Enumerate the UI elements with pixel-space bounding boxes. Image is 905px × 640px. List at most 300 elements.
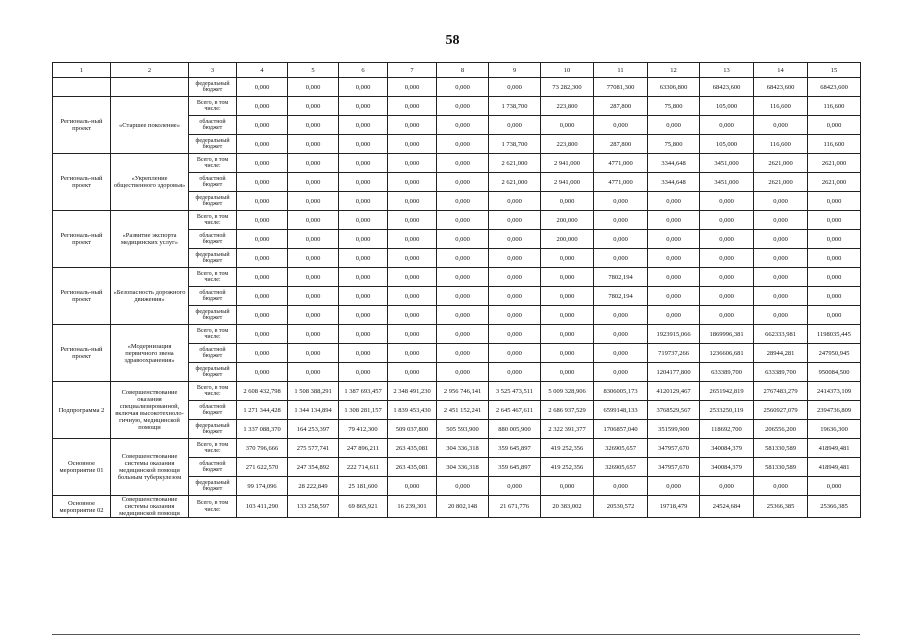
funding-source: федеральный бюджет (189, 249, 237, 268)
value-cell: 509 037,800 (388, 420, 437, 439)
column-header: 14 (754, 63, 808, 78)
table-row (53, 325, 861, 344)
value-cell: 1923915,066 (648, 325, 700, 344)
value-cell: 0,000 (388, 306, 437, 325)
funding-source: федеральный бюджет (189, 363, 237, 382)
table-row (53, 268, 861, 287)
value-cell: 0,000 (808, 306, 861, 325)
value-cell: 0,000 (541, 477, 594, 496)
value-cell: 581330,589 (754, 439, 808, 458)
value-cell: 359 645,897 (489, 439, 541, 458)
value-cell: 359 645,897 (489, 458, 541, 477)
value-cell: 0,000 (437, 135, 489, 154)
funding-source: областной бюджет (189, 230, 237, 249)
value-cell: 0,000 (808, 211, 861, 230)
value-cell: 0,000 (489, 344, 541, 363)
section-name: «Модернизация первичного звена здравоохранения» (111, 325, 189, 382)
value-cell: 0,000 (388, 363, 437, 382)
value-cell: 0,000 (541, 287, 594, 306)
value-cell: 1204177,800 (648, 363, 700, 382)
funding-source: Всего, в том числе: (189, 496, 237, 518)
value-cell: 1 738,700 (489, 97, 541, 116)
value-cell: 0,000 (388, 249, 437, 268)
value-cell: 0,000 (489, 306, 541, 325)
section-name: «Укрепление общественного здоровья» (111, 154, 189, 211)
section-label: Основное мероприятие 02 (53, 496, 111, 518)
value-cell: 0,000 (754, 306, 808, 325)
section-name: «Развитие экспорта медицинских услуг» (111, 211, 189, 268)
value-cell: 0,000 (700, 287, 754, 306)
value-cell: 0,000 (388, 173, 437, 192)
value-cell: 0,000 (489, 477, 541, 496)
value-cell: 116,600 (754, 135, 808, 154)
value-cell: 4771,000 (594, 154, 648, 173)
value-cell: 0,000 (339, 135, 388, 154)
value-cell: 0,000 (288, 97, 339, 116)
value-cell: 1 738,700 (489, 135, 541, 154)
column-header: 9 (489, 63, 541, 78)
value-cell: 2 645 467,611 (489, 401, 541, 420)
value-cell: 271 622,570 (237, 458, 288, 477)
value-cell: 116,600 (808, 135, 861, 154)
value-cell: 287,800 (594, 97, 648, 116)
value-cell: 2621,000 (808, 154, 861, 173)
value-cell: 0,000 (237, 230, 288, 249)
value-cell: 0,000 (594, 192, 648, 211)
value-cell: 0,000 (437, 325, 489, 344)
value-cell: 8306005,173 (594, 382, 648, 401)
value-cell: 2560927,079 (754, 401, 808, 420)
value-cell: 0,000 (288, 230, 339, 249)
value-cell: 0,000 (388, 154, 437, 173)
value-cell: 419 252,356 (541, 439, 594, 458)
table-row (53, 496, 861, 518)
column-header: 6 (339, 63, 388, 78)
value-cell: 0,000 (648, 211, 700, 230)
value-cell: 222 714,611 (339, 458, 388, 477)
value-cell: 1 271 344,428 (237, 401, 288, 420)
value-cell: 200,000 (541, 230, 594, 249)
page-number: 58 (445, 33, 460, 48)
value-cell: 0,000 (288, 173, 339, 192)
value-cell: 0,000 (648, 116, 700, 135)
value-cell: 0,000 (388, 344, 437, 363)
value-cell: 0,000 (754, 477, 808, 496)
value-cell: 0,000 (339, 78, 388, 97)
value-cell: 0,000 (594, 211, 648, 230)
column-header: 1 (53, 63, 111, 78)
value-cell: 0,000 (437, 268, 489, 287)
value-cell: 0,000 (388, 325, 437, 344)
value-cell: 1706857,040 (594, 420, 648, 439)
value-cell: 0,000 (489, 116, 541, 135)
value-cell: 0,000 (339, 363, 388, 382)
funding-source: Всего, в том числе: (189, 97, 237, 116)
funding-source: Всего, в том числе: (189, 325, 237, 344)
value-cell: 0,000 (808, 268, 861, 287)
value-cell: 340084,379 (700, 439, 754, 458)
value-cell: 0,000 (237, 116, 288, 135)
value-cell: 0,000 (437, 211, 489, 230)
value-cell: 0,000 (388, 78, 437, 97)
value-cell: 0,000 (437, 192, 489, 211)
value-cell: 0,000 (339, 192, 388, 211)
value-cell: 0,000 (237, 268, 288, 287)
value-cell: 2 608 432,798 (237, 382, 288, 401)
value-cell: 0,000 (648, 268, 700, 287)
value-cell: 0,000 (700, 477, 754, 496)
column-header: 7 (388, 63, 437, 78)
funding-table (52, 62, 861, 518)
value-cell: 0,000 (437, 249, 489, 268)
value-cell: 0,000 (437, 97, 489, 116)
value-cell: 28 222,849 (288, 477, 339, 496)
value-cell: 164 253,397 (288, 420, 339, 439)
value-cell: 0,000 (237, 325, 288, 344)
value-cell: 304 336,318 (437, 458, 489, 477)
value-cell: 0,000 (754, 249, 808, 268)
value-cell: 0,000 (700, 211, 754, 230)
value-cell: 1 508 388,291 (288, 382, 339, 401)
funding-source: Всего, в том числе: (189, 268, 237, 287)
value-cell: 418949,481 (808, 458, 861, 477)
value-cell: 633389,700 (754, 363, 808, 382)
value-cell: 0,000 (237, 344, 288, 363)
value-cell: 1236606,681 (700, 344, 754, 363)
value-cell: 0,000 (541, 363, 594, 382)
value-cell: 0,000 (489, 78, 541, 97)
value-cell: 1198035,445 (808, 325, 861, 344)
value-cell: 0,000 (339, 230, 388, 249)
value-cell: 0,000 (339, 97, 388, 116)
section-label: Основное мероприятие 01 (53, 439, 111, 496)
value-cell: 223,800 (541, 135, 594, 154)
value-cell: 326905,657 (594, 439, 648, 458)
value-cell: 0,000 (648, 230, 700, 249)
value-cell: 0,000 (489, 363, 541, 382)
value-cell: 950084,500 (808, 363, 861, 382)
value-cell: 118692,700 (700, 420, 754, 439)
value-cell: 0,000 (288, 192, 339, 211)
value-cell: 0,000 (388, 477, 437, 496)
value-cell: 223,800 (541, 97, 594, 116)
section-label: Подпрограмма 2 (53, 382, 111, 439)
value-cell: 0,000 (237, 306, 288, 325)
value-cell: 0,000 (339, 154, 388, 173)
value-cell: 1 344 134,894 (288, 401, 339, 420)
value-cell: 75,800 (648, 135, 700, 154)
value-cell: 0,000 (648, 477, 700, 496)
value-cell: 133 258,597 (288, 496, 339, 518)
value-cell: 16 239,301 (388, 496, 437, 518)
value-cell: 0,000 (237, 249, 288, 268)
value-cell: 0,000 (700, 116, 754, 135)
value-cell: 0,000 (754, 287, 808, 306)
value-cell: 2 322 391,377 (541, 420, 594, 439)
value-cell: 0,000 (754, 211, 808, 230)
table-row (53, 97, 861, 116)
page-bottom-rule (52, 634, 860, 635)
value-cell: 105,000 (700, 135, 754, 154)
value-cell: 0,000 (339, 211, 388, 230)
value-cell: 0,000 (594, 477, 648, 496)
value-cell: 0,000 (594, 249, 648, 268)
value-cell: 275 577,741 (288, 439, 339, 458)
value-cell: 7802,194 (594, 287, 648, 306)
value-cell: 0,000 (489, 211, 541, 230)
value-cell: 68423,600 (700, 78, 754, 97)
value-cell: 0,000 (489, 192, 541, 211)
value-cell: 5 009 328,906 (541, 382, 594, 401)
value-cell: 0,000 (754, 192, 808, 211)
section-label: Региональ-ный проект (53, 97, 111, 154)
value-cell: 581330,589 (754, 458, 808, 477)
header-row (53, 63, 861, 78)
value-cell: 0,000 (288, 325, 339, 344)
section-label: Региональ-ный проект (53, 211, 111, 268)
value-cell: 19718,479 (648, 496, 700, 518)
value-cell: 2394736,809 (808, 401, 861, 420)
value-cell: 0,000 (437, 78, 489, 97)
value-cell: 0,000 (594, 306, 648, 325)
column-header: 3 (189, 63, 237, 78)
value-cell: 326905,657 (594, 458, 648, 477)
value-cell: 662333,981 (754, 325, 808, 344)
value-cell: 3451,000 (700, 173, 754, 192)
funding-source: федеральный бюджет (189, 306, 237, 325)
funding-source: Всего, в том числе: (189, 211, 237, 230)
value-cell: 103 411,290 (237, 496, 288, 518)
section-name: «Безопасность дорожного движения» (111, 268, 189, 325)
value-cell: 0,000 (237, 287, 288, 306)
funding-source: федеральный бюджет (189, 135, 237, 154)
value-cell: 0,000 (594, 344, 648, 363)
value-cell: 2 451 152,241 (437, 401, 489, 420)
value-cell: 719737,266 (648, 344, 700, 363)
value-cell: 75,800 (648, 97, 700, 116)
value-cell: 2 956 746,141 (437, 382, 489, 401)
value-cell: 351599,900 (648, 420, 700, 439)
section-name (111, 78, 189, 97)
value-cell: 2651942,819 (700, 382, 754, 401)
value-cell: 347957,670 (648, 458, 700, 477)
value-cell: 0,000 (541, 306, 594, 325)
value-cell: 0,000 (339, 344, 388, 363)
value-cell: 73 282,300 (541, 78, 594, 97)
value-cell: 0,000 (288, 249, 339, 268)
column-header: 11 (594, 63, 648, 78)
value-cell: 99 174,096 (237, 477, 288, 496)
column-header: 8 (437, 63, 489, 78)
value-cell: 0,000 (808, 116, 861, 135)
value-cell: 0,000 (437, 477, 489, 496)
value-cell: 0,000 (437, 287, 489, 306)
value-cell: 4120129,467 (648, 382, 700, 401)
value-cell: 0,000 (288, 116, 339, 135)
value-cell: 370 796,666 (237, 439, 288, 458)
value-cell: 263 435,081 (388, 458, 437, 477)
value-cell: 20530,572 (594, 496, 648, 518)
value-cell: 0,000 (489, 230, 541, 249)
value-cell: 3344,648 (648, 173, 700, 192)
value-cell: 0,000 (541, 192, 594, 211)
value-cell: 0,000 (388, 192, 437, 211)
value-cell: 0,000 (388, 268, 437, 287)
value-cell: 2 941,000 (541, 154, 594, 173)
value-cell: 2621,000 (754, 173, 808, 192)
value-cell: 419 252,356 (541, 458, 594, 477)
value-cell: 0,000 (288, 344, 339, 363)
value-cell: 0,000 (541, 268, 594, 287)
section-name: Совершенствование оказания специализированной, включая высокотехноло-гичную, медицинской помощи (111, 382, 189, 439)
table-row (53, 78, 861, 97)
value-cell: 1 308 281,157 (339, 401, 388, 420)
funding-source: Всего, в том числе: (189, 154, 237, 173)
value-cell: 0,000 (808, 192, 861, 211)
value-cell: 0,000 (808, 249, 861, 268)
value-cell: 0,000 (237, 192, 288, 211)
value-cell: 0,000 (648, 249, 700, 268)
value-cell: 0,000 (437, 306, 489, 325)
value-cell: 2 348 491,230 (388, 382, 437, 401)
value-cell: 2 621,000 (489, 154, 541, 173)
value-cell: 0,000 (388, 287, 437, 306)
value-cell: 0,000 (437, 363, 489, 382)
value-cell: 20 802,148 (437, 496, 489, 518)
section-label: Региональ-ный проект (53, 325, 111, 382)
value-cell: 418949,481 (808, 439, 861, 458)
column-header: 13 (700, 63, 754, 78)
value-cell: 0,000 (237, 154, 288, 173)
value-cell: 2767483,279 (754, 382, 808, 401)
funding-source: Всего, в том числе: (189, 382, 237, 401)
value-cell: 0,000 (700, 192, 754, 211)
column-header: 10 (541, 63, 594, 78)
value-cell: 7802,194 (594, 268, 648, 287)
value-cell: 263 435,081 (388, 439, 437, 458)
funding-source: федеральный бюджет (189, 192, 237, 211)
value-cell: 0,000 (288, 287, 339, 306)
value-cell: 304 336,318 (437, 439, 489, 458)
value-cell: 0,000 (288, 154, 339, 173)
value-cell: 0,000 (648, 287, 700, 306)
value-cell: 0,000 (754, 230, 808, 249)
value-cell: 0,000 (437, 344, 489, 363)
section-name: Совершенствование системы оказания медицинской помощи (111, 496, 189, 518)
value-cell: 0,000 (288, 306, 339, 325)
value-cell: 0,000 (754, 268, 808, 287)
value-cell: 0,000 (339, 173, 388, 192)
value-cell: 105,000 (700, 97, 754, 116)
section-label: Региональ-ный проект (53, 268, 111, 325)
column-header: 4 (237, 63, 288, 78)
value-cell: 3 525 473,511 (489, 382, 541, 401)
value-cell: 0,000 (288, 268, 339, 287)
value-cell: 24524,684 (700, 496, 754, 518)
funding-source: областной бюджет (189, 173, 237, 192)
value-cell: 3451,000 (700, 154, 754, 173)
value-cell: 0,000 (437, 116, 489, 135)
value-cell: 0,000 (808, 230, 861, 249)
table-row (53, 154, 861, 173)
value-cell: 0,000 (288, 135, 339, 154)
value-cell: 0,000 (541, 344, 594, 363)
value-cell: 2533250,119 (700, 401, 754, 420)
value-cell: 0,000 (489, 249, 541, 268)
value-cell: 206556,200 (754, 420, 808, 439)
value-cell: 247 896,211 (339, 439, 388, 458)
value-cell: 0,000 (700, 268, 754, 287)
value-cell: 79 412,300 (339, 420, 388, 439)
value-cell: 0,000 (541, 116, 594, 135)
value-cell: 0,000 (237, 135, 288, 154)
value-cell: 0,000 (339, 249, 388, 268)
value-cell: 0,000 (437, 154, 489, 173)
funding-source: федеральный бюджет (189, 78, 237, 97)
value-cell: 0,000 (388, 230, 437, 249)
value-cell: 69 865,921 (339, 496, 388, 518)
funding-source: Всего, в том числе: (189, 439, 237, 458)
value-cell: 247 354,892 (288, 458, 339, 477)
value-cell: 0,000 (594, 116, 648, 135)
column-header: 5 (288, 63, 339, 78)
value-cell: 0,000 (808, 287, 861, 306)
value-cell: 0,000 (237, 363, 288, 382)
value-cell: 68423,600 (754, 78, 808, 97)
value-cell: 2414373,109 (808, 382, 861, 401)
value-cell: 0,000 (339, 306, 388, 325)
section-label: Региональ-ный проект (53, 154, 111, 211)
table-row (53, 382, 861, 401)
value-cell: 0,000 (594, 325, 648, 344)
value-cell: 3344,648 (648, 154, 700, 173)
value-cell: 0,000 (388, 116, 437, 135)
value-cell: 2 621,000 (489, 173, 541, 192)
value-cell: 340084,379 (700, 458, 754, 477)
section-name: «Старшее поколение» (111, 97, 189, 154)
value-cell: 200,000 (541, 211, 594, 230)
value-cell: 2 941,000 (541, 173, 594, 192)
value-cell: 347957,670 (648, 439, 700, 458)
value-cell: 0,000 (237, 173, 288, 192)
value-cell: 0,000 (339, 268, 388, 287)
value-cell: 63306,800 (648, 78, 700, 97)
value-cell: 0,000 (541, 325, 594, 344)
value-cell: 0,000 (237, 78, 288, 97)
value-cell: 247950,945 (808, 344, 861, 363)
value-cell: 20 383,002 (541, 496, 594, 518)
value-cell: 25366,385 (808, 496, 861, 518)
value-cell: 25366,385 (754, 496, 808, 518)
funding-source: областной бюджет (189, 116, 237, 135)
funding-source: областной бюджет (189, 287, 237, 306)
value-cell: 0,000 (388, 97, 437, 116)
value-cell: 633389,700 (700, 363, 754, 382)
column-header: 2 (111, 63, 189, 78)
funding-source: областной бюджет (189, 401, 237, 420)
value-cell: 0,000 (388, 135, 437, 154)
column-header: 15 (808, 63, 861, 78)
funding-source: областной бюджет (189, 458, 237, 477)
value-cell: 116,600 (754, 97, 808, 116)
value-cell: 0,000 (388, 211, 437, 230)
value-cell: 2621,000 (808, 173, 861, 192)
value-cell: 0,000 (489, 287, 541, 306)
value-cell: 116,600 (808, 97, 861, 116)
table-row (53, 439, 861, 458)
value-cell: 0,000 (808, 477, 861, 496)
value-cell: 4771,000 (594, 173, 648, 192)
